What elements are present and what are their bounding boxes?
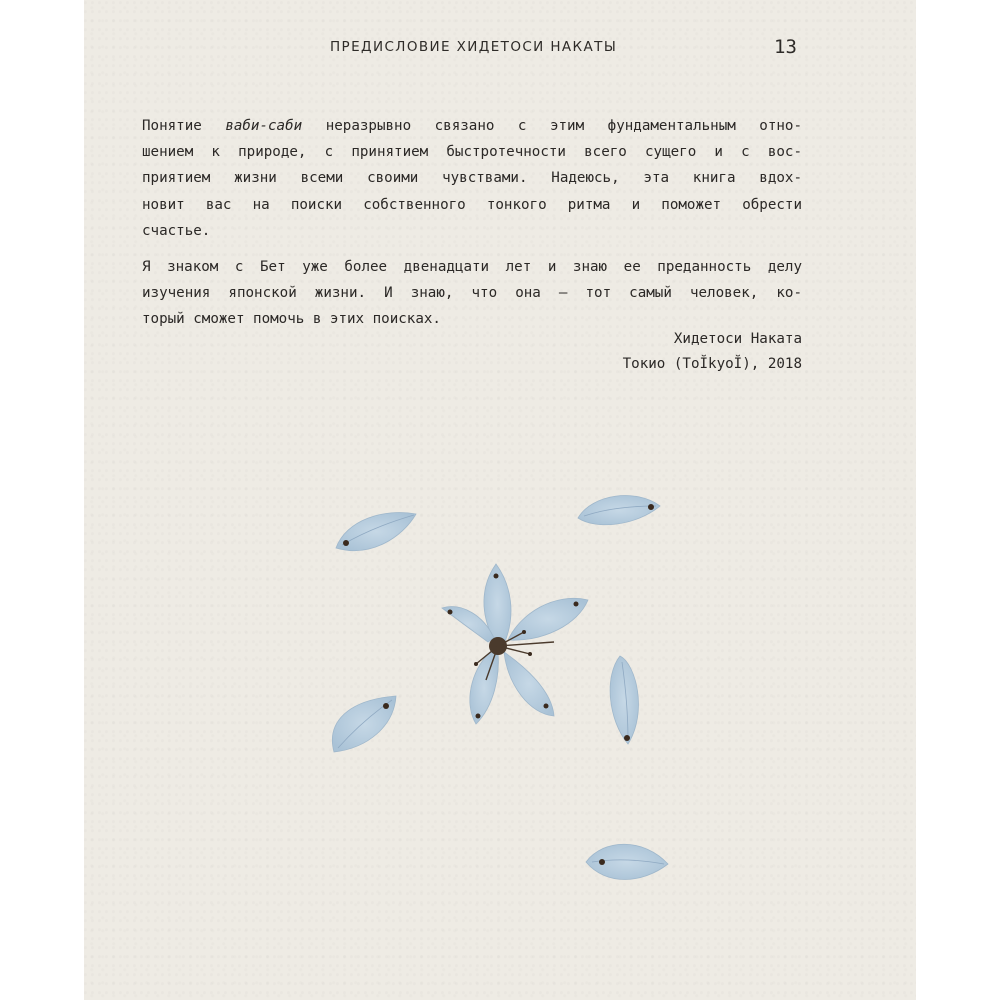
emphasis-wabi-sabi: ваби-саби: [225, 118, 303, 134]
text-line: приятием жизни всеми своими чувствами. Надеюсь, эта книга вдох-: [142, 170, 802, 187]
text-line: торый сможет помочь в этих поисках.: [142, 311, 441, 328]
loose-petal-icon: [332, 696, 396, 752]
loose-petal-icon: [578, 496, 660, 525]
signature-place-year: Токио (ToĬkyoĬ), 2018: [622, 356, 802, 372]
loose-petal-icon: [336, 512, 416, 550]
running-head: ПРЕДИСЛОВИЕ ХИДЕТОСИ НАКАТЫ: [330, 39, 618, 55]
text-line: новит вас на поиски собственного тонкого ритма и поможет обрести: [142, 196, 802, 213]
text-line: изучения японской жизни. И знаю, что она — тот самый человек, ко-: [142, 285, 802, 302]
page-number: 13: [774, 36, 797, 58]
text-line: шением к природе, с принятием быстротечности всего сущего и с вос-: [142, 144, 802, 161]
text-line: счастье.: [142, 222, 211, 239]
pressed-flower-icon: [442, 564, 588, 724]
pressed-flower-illustration: [84, 0, 916, 1000]
text-line: Я знаком с Бет уже более двенадцати лет и знаю ее преданность делу: [142, 259, 802, 276]
loose-petal-icon: [610, 656, 638, 744]
text-line: Понятие ваби-саби неразрывно связано с этим фундаментальным отно-: [142, 118, 802, 134]
book-page: [84, 0, 916, 1000]
loose-petal-icon: [586, 844, 668, 879]
signature-name: Хидетоси Наката: [673, 331, 802, 347]
